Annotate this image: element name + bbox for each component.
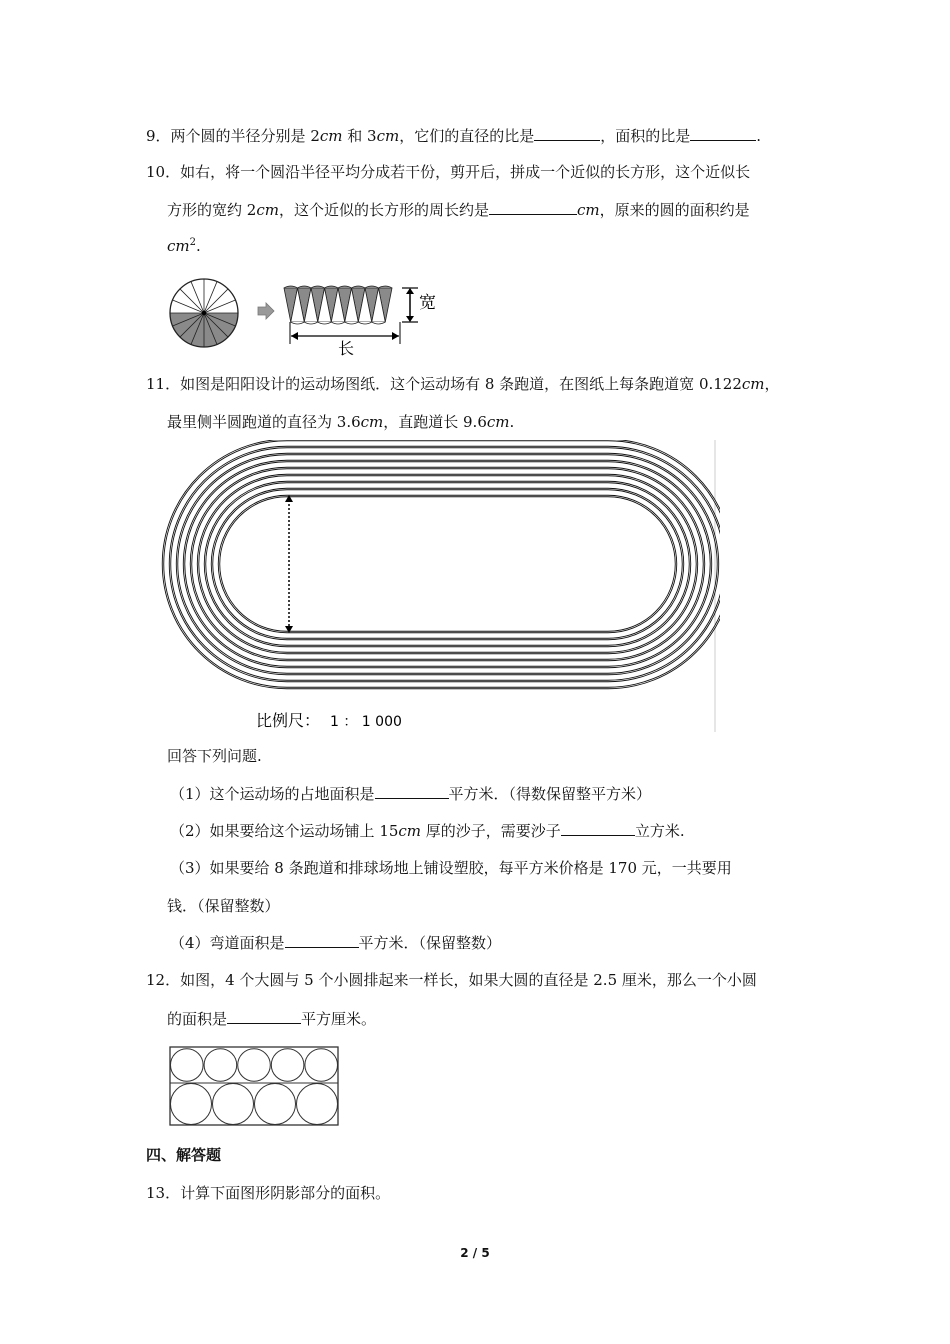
answer-blank[interactable]: [489, 200, 577, 215]
answer-blank[interactable]: [375, 784, 449, 799]
scale-value: 1 ： 1 000: [330, 714, 402, 730]
divided-circle: [170, 279, 238, 347]
approximate-rectangle: [284, 286, 392, 324]
section-title: 四、解答题: [146, 1146, 222, 1164]
answer-blank[interactable]: [561, 821, 635, 836]
question-13: 13．计算下面图形阴影部分的面积。: [146, 1184, 391, 1202]
scale-label: 比例尺：: [256, 711, 321, 730]
answer-blank[interactable]: [534, 126, 600, 141]
question-11-line-2: 最里侧半圆跑道的直径为 3.6cm，直跑道长 9.6cm.: [167, 413, 515, 431]
page-number: 2 / 5: [460, 1246, 490, 1260]
question-11-part-2: （2）如果要给这个运动场铺上 15cm 厚的沙子，需要沙子 立方米.: [170, 822, 685, 840]
question-10-line-2: 方形的宽约 2cm，这个近似的长方形的周长约是 cm，原来的圆的面积约是: [167, 201, 750, 219]
question-11-part-3-cont: 钱．（保留整数）: [167, 897, 280, 915]
answer-blank[interactable]: [227, 1009, 301, 1024]
answer-blank[interactable]: [690, 126, 756, 141]
question-11-line-1: 11．如图是阳阳设计的运动场图纸．这个运动场有 8 条跑道，在图纸上每条跑道宽 0.122cm，: [146, 375, 780, 393]
width-label: 宽: [419, 293, 436, 313]
question-11-part-1: （1）这个运动场的占地面积是 平方米．（得数保留整平方米）: [170, 785, 652, 803]
big-circles: [171, 1084, 338, 1125]
question-11-part-3: （3）如果要给 8 条跑道和排球场地上铺设塑胶，每平方米价格是 170 元，一共要用: [170, 859, 732, 877]
question-11-part-4: （4）弯道面积是 平方米．（保留整数）: [170, 934, 502, 952]
answer-blank[interactable]: [285, 933, 359, 948]
answer-intro: 回答下列问题.: [167, 747, 262, 765]
track-lanes: [163, 440, 720, 688]
running-track-figure: [160, 440, 720, 740]
question-10-line-3: $cm^2$.: [167, 237, 201, 255]
question-12-line-1: 12．如图，4 个大圆与 5 个小圆排起来一样长，如果大圆的直径是 2.5 厘米，那么一个小圆: [146, 971, 757, 989]
circle-to-rectangle-figure: [166, 272, 456, 362]
question-9: 9．两个圆的半径分别是 2cm 和 3cm，它们的直径的比是 ，面积的比是 .: [146, 127, 762, 145]
question-10-line-1: 10．如右，将一个圆沿半径平均分成若干份，剪开后，拼成一个近似的长方形，这个近似长: [146, 163, 751, 181]
length-label: 长: [338, 339, 355, 358]
small-circles: [171, 1049, 338, 1082]
circles-figure: [166, 1044, 342, 1128]
question-12-line-2: 的面积是 平方厘米。: [167, 1010, 377, 1028]
arrow-icon: [258, 303, 274, 319]
